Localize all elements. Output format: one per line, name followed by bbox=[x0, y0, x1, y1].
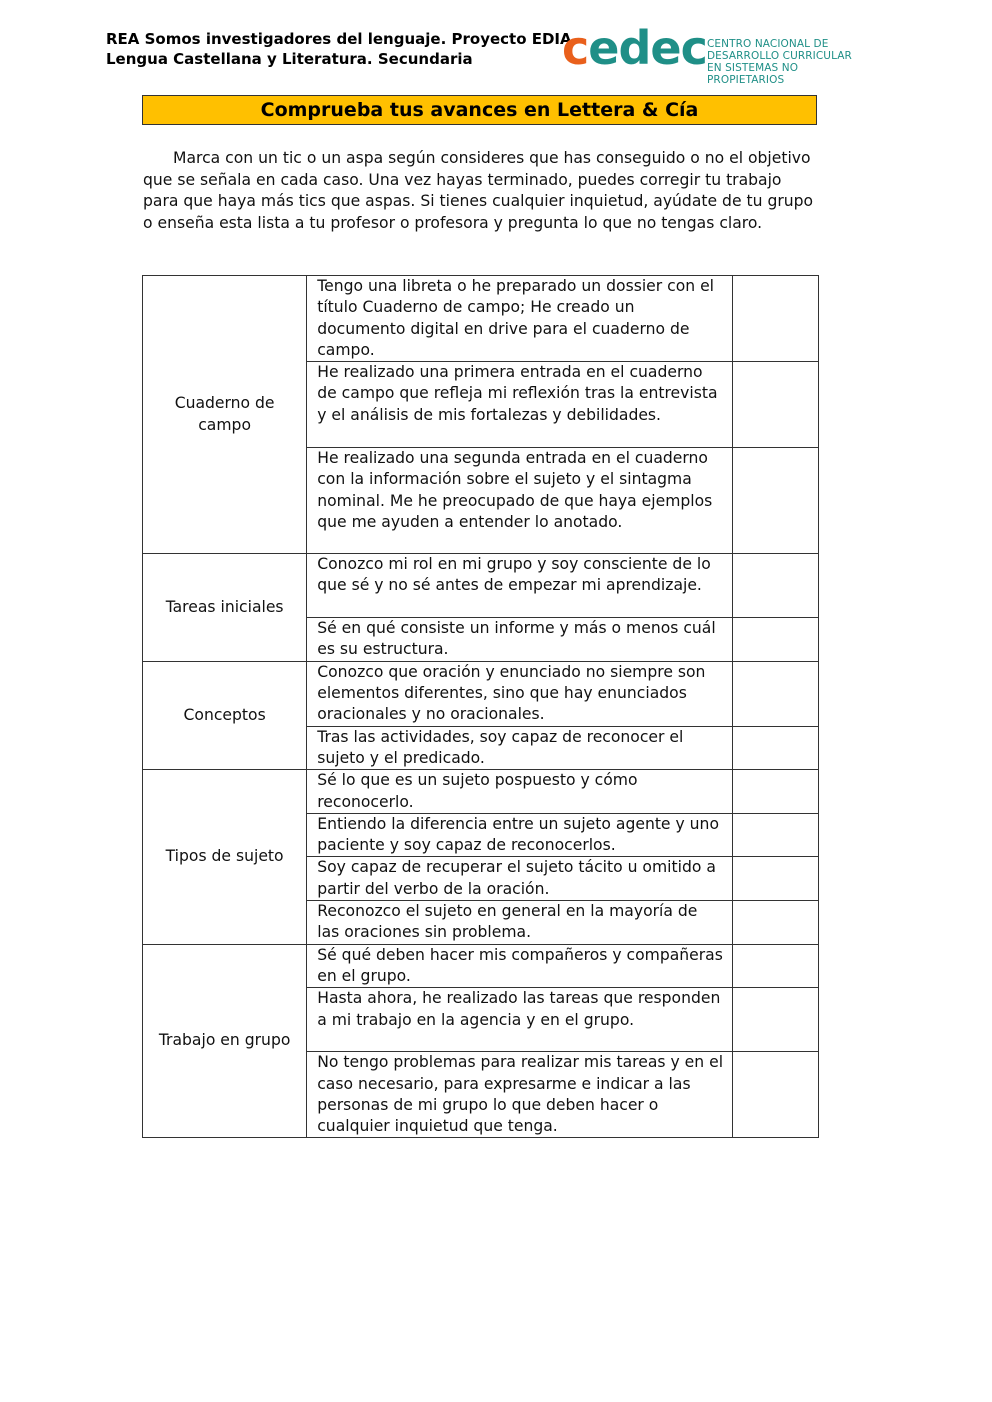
objective-cell: Sé qué deben hacer mis compañeros y compañeras en el grupo. bbox=[307, 944, 733, 988]
objective-cell: Soy capaz de recuperar el sujeto tácito u omitido a partir del verbo de la oración. bbox=[307, 857, 733, 901]
page-title: Comprueba tus avances en Lettera & Cía bbox=[142, 95, 817, 125]
intro-paragraph: Marca con un tic o un aspa según consideres que has conseguido o no el objetivo que se señala en cada caso. Una vez hayas terminado, puedes corregir tu trabajo para que haya más tics que aspas. Si tienes cualquier inquietud, ayúdate de tu grupo o enseña esta lista a tu profesor o profesora y pregunta lo que no tengas claro. bbox=[143, 149, 814, 232]
check-cell[interactable] bbox=[732, 362, 818, 448]
check-cell[interactable] bbox=[732, 988, 818, 1052]
table-row bbox=[143, 944, 819, 988]
check-cell[interactable] bbox=[732, 901, 818, 945]
checklist-table bbox=[142, 275, 819, 1138]
document-header bbox=[106, 29, 572, 69]
logo-wordmark: cedec bbox=[562, 21, 707, 75]
objective-cell: Sé en qué consiste un informe y más o menos cuál es su estructura. bbox=[307, 618, 733, 662]
header-subject-line: Lengua Castellana y Literatura. Secundaria bbox=[106, 50, 473, 68]
objective-cell: Conozco que oración y enunciado no siempre son elementos diferentes, sino que hay enunciados oracionales y no oracionales. bbox=[307, 661, 733, 726]
objective-cell: He realizado una segunda entrada en el cuaderno con la información sobre el sujeto y el sintagma nominal. Me he preocupado de que haya ejemplos que me ayuden a entender lo anotado. bbox=[307, 448, 733, 554]
check-cell[interactable] bbox=[732, 726, 818, 770]
check-cell[interactable] bbox=[732, 770, 818, 814]
logo-subtitle: CENTRO NACIONAL DE DESARROLLO CURRICULAR EN SISTEMAS NO PROPIETARIOS bbox=[707, 38, 852, 86]
category-cell: Trabajo en grupo bbox=[143, 944, 307, 1138]
category-cell: Tipos de sujeto bbox=[143, 770, 307, 944]
check-cell[interactable] bbox=[732, 618, 818, 662]
check-cell[interactable] bbox=[732, 1052, 818, 1138]
cedec-logo bbox=[562, 21, 872, 86]
category-cell: Tareas iniciales bbox=[143, 554, 307, 662]
objective-cell: Sé lo que es un sujeto pospuesto y cómo reconocerlo. bbox=[307, 770, 733, 814]
check-cell[interactable] bbox=[732, 944, 818, 988]
objective-cell: Hasta ahora, he realizado las tareas que responden a mi trabajo en la agencia y en el grupo. bbox=[307, 988, 733, 1052]
table-row bbox=[143, 276, 819, 362]
check-cell[interactable] bbox=[732, 448, 818, 554]
check-cell[interactable] bbox=[732, 276, 818, 362]
header-project-line: REA Somos investigadores del lenguaje. Proyecto EDIA bbox=[106, 30, 572, 48]
check-cell[interactable] bbox=[732, 813, 818, 857]
category-cell: Conceptos bbox=[143, 661, 307, 769]
table-row bbox=[143, 770, 819, 814]
objective-cell: No tengo problemas para realizar mis tareas y en el caso necesario, para expresarme e indicar a las personas de mi grupo lo que deben hacer o cualquier inquietud que tenga. bbox=[307, 1052, 733, 1138]
category-cell: Cuaderno de campo bbox=[143, 276, 307, 554]
objective-cell: Entiendo la diferencia entre un sujeto agente y uno paciente y soy capaz de reconocerlos. bbox=[307, 813, 733, 857]
objective-cell: Reconozco el sujeto en general en la mayoría de las oraciones sin problema. bbox=[307, 901, 733, 945]
objective-cell: He realizado una primera entrada en el cuaderno de campo que refleja mi reflexión tras la entrevista y el análisis de mis fortalezas y debilidades. bbox=[307, 362, 733, 448]
table-row bbox=[143, 554, 819, 618]
check-cell[interactable] bbox=[732, 661, 818, 726]
check-cell[interactable] bbox=[732, 857, 818, 901]
objective-cell: Tengo una libreta o he preparado un dossier con el título Cuaderno de campo; He creado un documento digital en drive para el cuaderno de campo. bbox=[307, 276, 733, 362]
table-row bbox=[143, 661, 819, 726]
objective-cell: Tras las actividades, soy capaz de reconocer el sujeto y el predicado. bbox=[307, 726, 733, 770]
check-cell[interactable] bbox=[732, 554, 818, 618]
objective-cell: Conozco mi rol en mi grupo y soy consciente de lo que sé y no sé antes de empezar mi aprendizaje. bbox=[307, 554, 733, 618]
